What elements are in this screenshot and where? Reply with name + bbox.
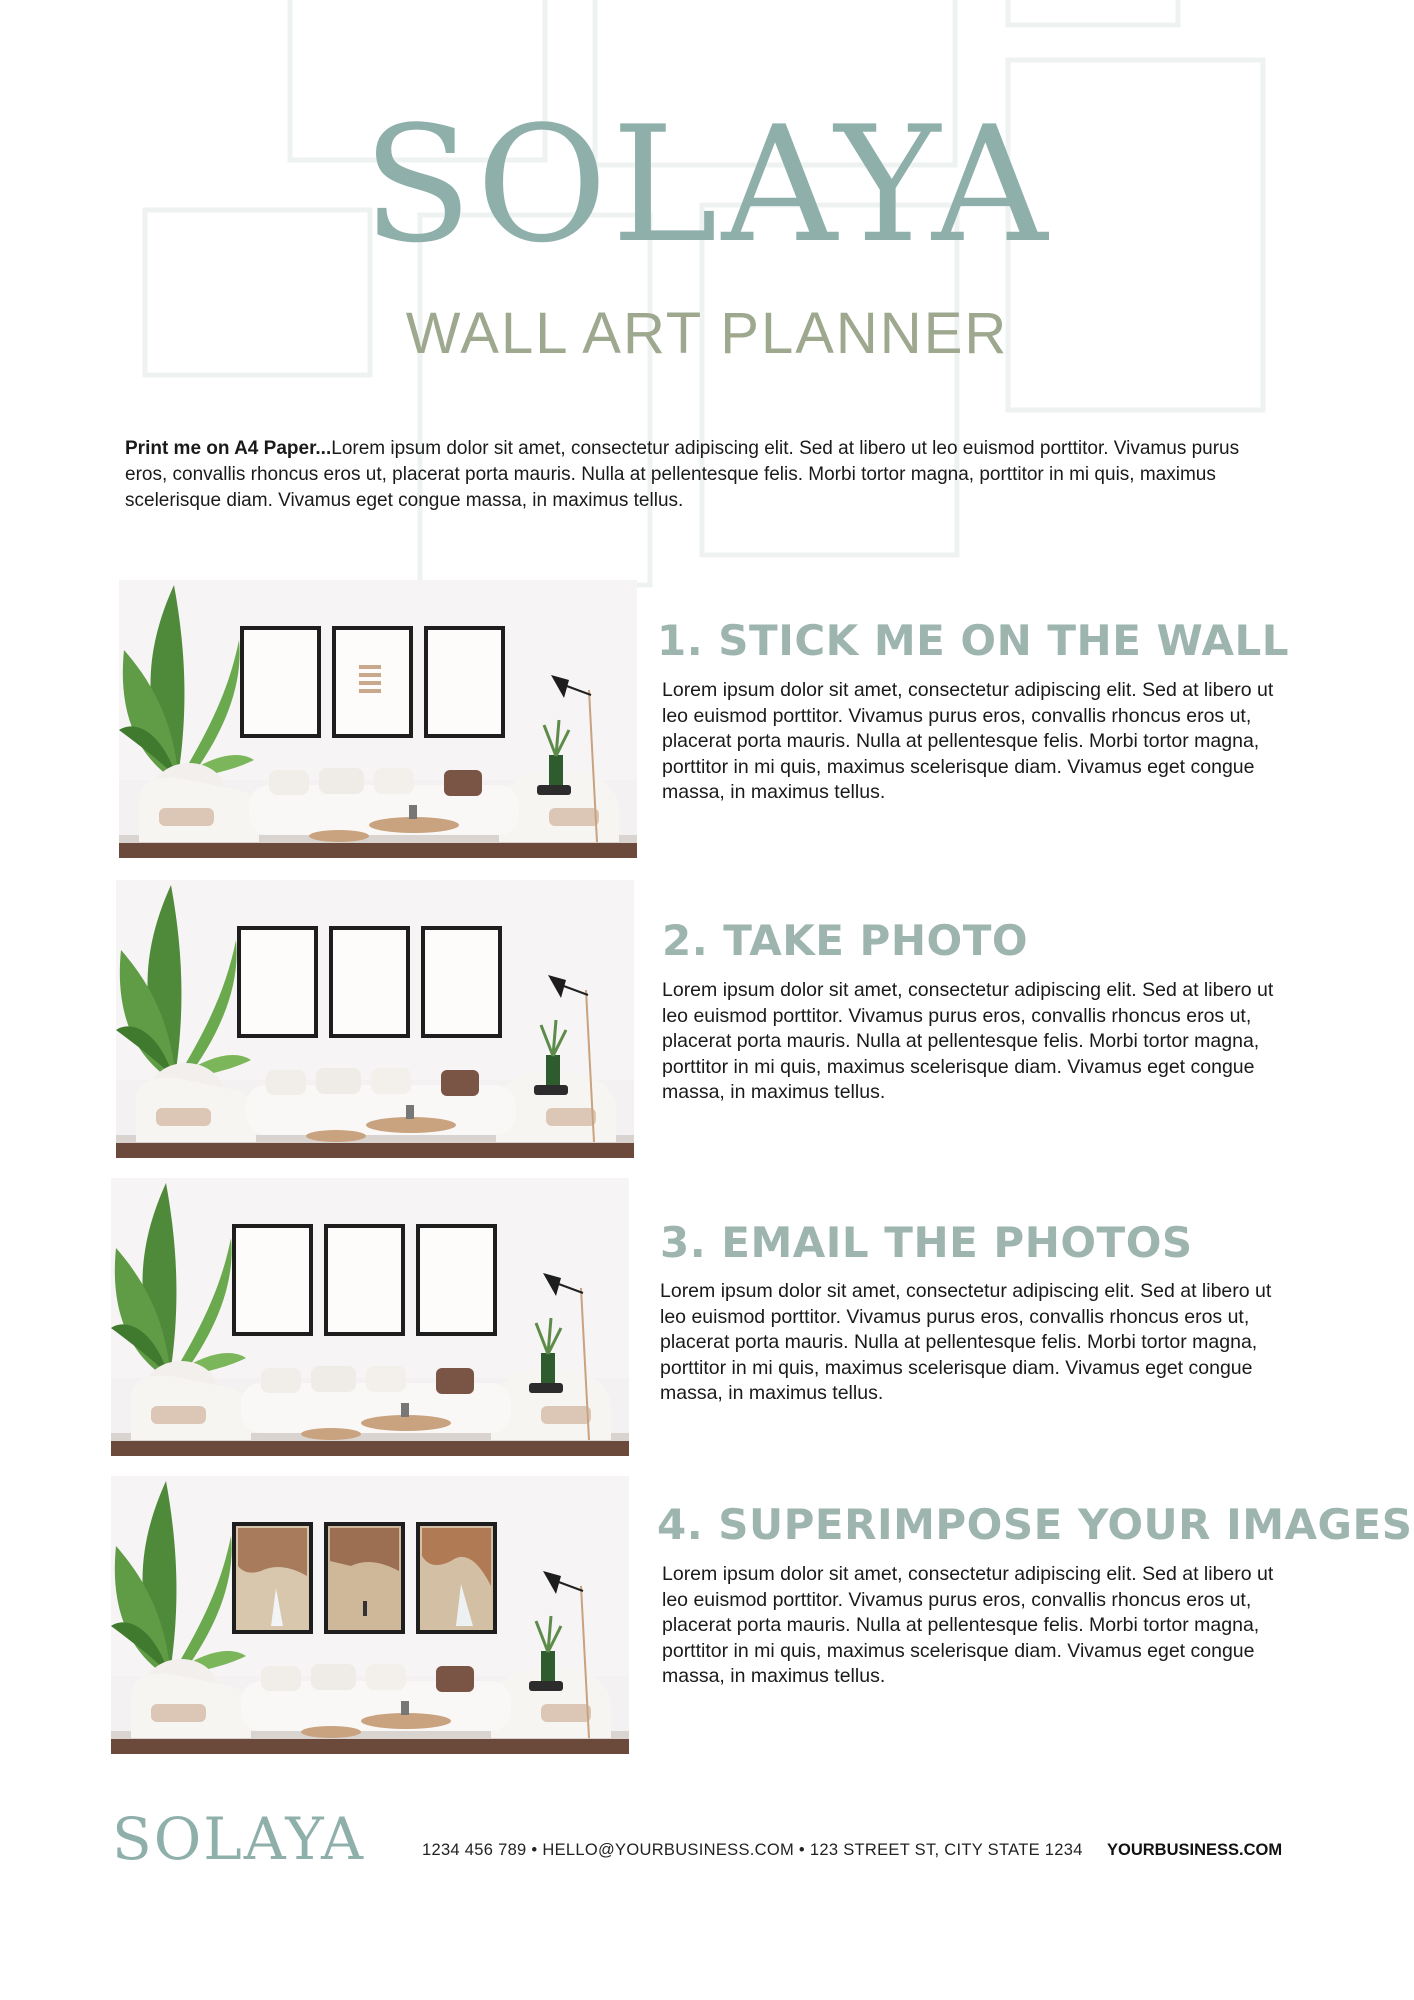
step-4-title: 4. SUPERIMPOSE YOUR IMAGES bbox=[657, 1500, 1413, 1549]
step-2 bbox=[0, 880, 1414, 1160]
intro-text: Lorem ipsum dolor sit amet, consectetur adipiscing elit. Sed at libero ut leo euismod porttitor. Vivamus purus eros, convallis rhoncus eros ut, placerat porta mauris. Nulla at pellentesque felis. Morbi tortor magna, porttitor in mi quis, maximus scelerisque diam. Vivamus eget congue massa, in maximus tellus. bbox=[125, 438, 1240, 511]
footer-logo: SOLAYA bbox=[112, 1805, 366, 1873]
intro-paragraph bbox=[125, 436, 1265, 514]
step-4 bbox=[0, 1476, 1414, 1756]
step-1-title: 1. STICK ME ON THE WALL bbox=[657, 616, 1289, 665]
step-2-title: 2. TAKE PHOTO bbox=[662, 916, 1029, 965]
step-2-photo bbox=[116, 880, 634, 1158]
step-4-photo bbox=[111, 1476, 629, 1754]
step-3-body: Lorem ipsum dolor sit amet, consectetur adipiscing elit. Sed at libero ut leo euismod porttitor. Vivamus purus eros, convallis rhoncus eros ut, placerat porta mauris. Nulla at pellentesque felis. Morbi tortor magna, porttitor in mi quis, maximus scelerisque diam. Vivamus eget congue massa, in maximus tellus. bbox=[660, 1280, 1272, 1404]
step-1-photo bbox=[119, 580, 637, 858]
step-1-body: Lorem ipsum dolor sit amet, consectetur adipiscing elit. Sed at libero ut leo euismod porttitor. Vivamus purus eros, convallis rhoncus eros ut, placerat porta mauris. Nulla at pellentesque felis. Morbi tortor magna, porttitor in mi quis, maximus scelerisque diam. Vivamus eget congue massa, in maximus tellus. bbox=[662, 679, 1274, 803]
step-3-title: 3. EMAIL THE PHOTOS bbox=[660, 1218, 1193, 1267]
footer-contact-info: 1234 456 789 • HELLO@YOURBUSINESS.COM • 123 STREET ST, CITY STATE 1234 bbox=[422, 1841, 1083, 1859]
intro-lead: Print me on A4 Paper... bbox=[125, 438, 332, 459]
step-4-body: Lorem ipsum dolor sit amet, consectetur adipiscing elit. Sed at libero ut leo euismod porttitor. Vivamus purus eros, convallis rhoncus eros ut, placerat porta mauris. Nulla at pellentesque felis. Morbi tortor magna, porttitor in mi quis, maximus scelerisque diam. Vivamus eget congue massa, in maximus tellus. bbox=[662, 1563, 1274, 1687]
step-1 bbox=[0, 580, 1414, 860]
footer-website-link[interactable]: YOURBUSINESS.COM bbox=[1107, 1841, 1283, 1859]
step-2-body: Lorem ipsum dolor sit amet, consectetur adipiscing elit. Sed at libero ut leo euismod porttitor. Vivamus purus eros, convallis rhoncus eros ut, placerat porta mauris. Nulla at pellentesque felis. Morbi tortor magna, porttitor in mi quis, maximus scelerisque diam. Vivamus eget congue massa, in maximus tellus. bbox=[662, 979, 1274, 1103]
step-3 bbox=[0, 1178, 1414, 1458]
page-subtitle: WALL ART PLANNER bbox=[405, 301, 1009, 366]
step-3-photo bbox=[111, 1178, 629, 1456]
brand-logo: SOLAYA bbox=[362, 91, 1052, 278]
